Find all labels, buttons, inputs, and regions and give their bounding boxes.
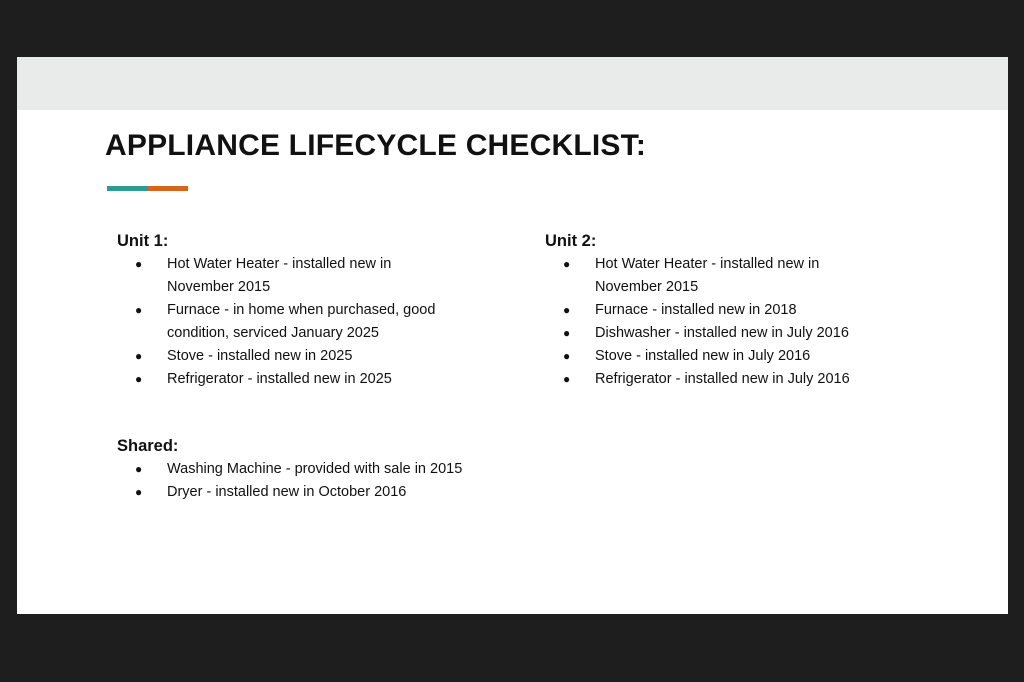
bullet-icon: ● xyxy=(135,462,143,476)
bullet-icon: ● xyxy=(563,326,571,340)
list-item xyxy=(117,345,457,368)
list-item-text: Dishwasher - installed new in July 2016 xyxy=(595,325,849,341)
unit2-heading: Unit 2: xyxy=(545,232,597,250)
list-item-text: Dryer - installed new in October 2016 xyxy=(167,484,407,500)
bullet-icon: ● xyxy=(135,257,143,271)
shared-section xyxy=(117,435,517,504)
shared-list xyxy=(117,458,517,504)
list-item xyxy=(545,368,885,391)
slide-header-band xyxy=(17,57,1008,110)
list-item xyxy=(117,458,517,481)
accent-bar-orange xyxy=(148,186,189,191)
list-item xyxy=(545,299,885,322)
list-item-text: Furnace - installed new in 2018 xyxy=(595,302,797,318)
list-item-text: Furnace - in home when purchased, good condition, serviced January 2025 xyxy=(167,302,436,341)
bullet-icon: ● xyxy=(135,349,143,363)
slide xyxy=(17,57,1008,614)
list-item-text: Washing Machine - provided with sale in 2015 xyxy=(167,461,463,477)
accent-bar-teal xyxy=(107,186,148,191)
unit1-heading: Unit 1: xyxy=(117,232,169,250)
list-item-text: Stove - installed new in 2025 xyxy=(167,348,353,364)
list-item-text: Refrigerator - installed new in 2025 xyxy=(167,371,392,387)
bullet-icon: ● xyxy=(563,349,571,363)
shared-heading: Shared: xyxy=(117,437,179,455)
list-item xyxy=(117,368,457,391)
list-item xyxy=(545,345,885,368)
bullet-icon: ● xyxy=(135,303,143,317)
list-item-text: Stove - installed new in July 2016 xyxy=(595,348,811,364)
unit1-section xyxy=(117,230,477,391)
bullet-icon: ● xyxy=(563,303,571,317)
list-item-text: Hot Water Heater - installed new in November 2015 xyxy=(167,256,392,295)
title-accent-bar xyxy=(107,186,188,191)
list-item-text: Refrigerator - installed new in July 2016 xyxy=(595,371,850,387)
list-item xyxy=(117,253,457,299)
bullet-icon: ● xyxy=(135,485,143,499)
page-title: APPLIANCE LIFECYCLE CHECKLIST: xyxy=(105,129,647,162)
unit2-section xyxy=(545,230,905,391)
bullet-icon: ● xyxy=(563,257,571,271)
unit2-list xyxy=(545,253,905,391)
list-item xyxy=(117,481,517,504)
list-item xyxy=(545,322,885,345)
bullet-icon: ● xyxy=(563,372,571,386)
list-item xyxy=(117,299,457,345)
list-item xyxy=(545,253,885,299)
list-item-text: Hot Water Heater - installed new in November 2015 xyxy=(595,256,820,295)
unit1-list xyxy=(117,253,477,391)
bullet-icon: ● xyxy=(135,372,143,386)
